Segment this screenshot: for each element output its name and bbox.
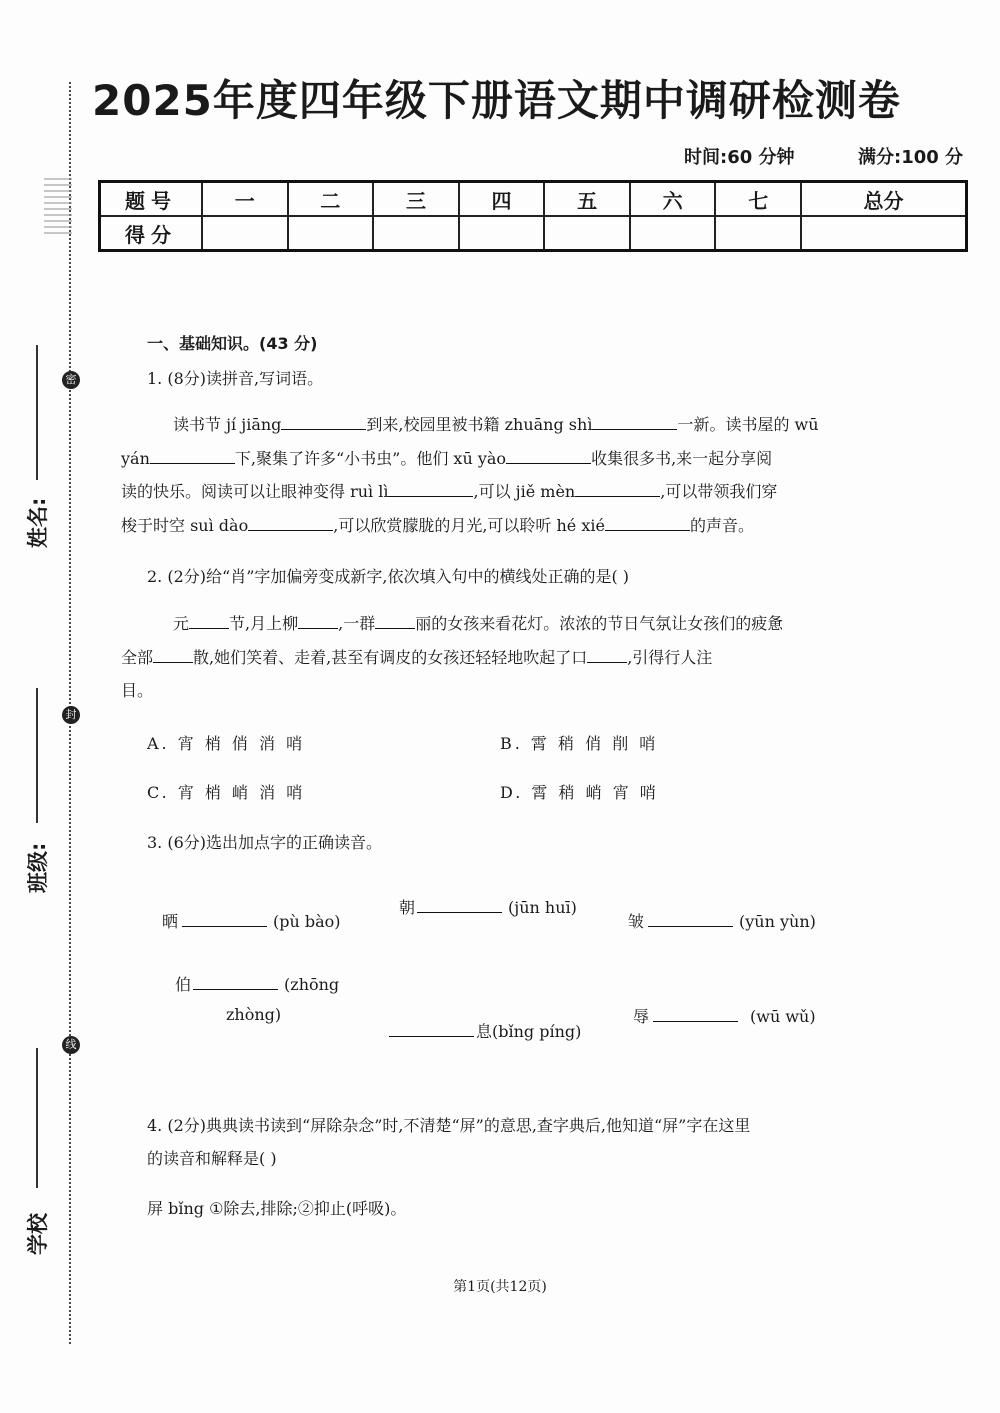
q1-text: 收集很多书,来一起分享阅 <box>591 448 773 468</box>
q1-blank-6[interactable] <box>575 478 660 497</box>
q3-pinyin: (yūn yùn) <box>739 912 816 931</box>
score-input-cell[interactable] <box>459 216 545 251</box>
q1-text: 读书节 jí jiāng <box>173 415 282 434</box>
q2-blank-2[interactable] <box>298 610 338 629</box>
q1-blank-7[interactable] <box>248 512 333 531</box>
q4-dictionary-definition: 屏 bǐng ①除去,排除;②抑止(呼吸)。 <box>147 1199 407 1218</box>
q2-blank-3[interactable] <box>375 610 415 629</box>
q2-text: 全部 <box>121 647 154 667</box>
q3-char: 伯 <box>175 975 192 994</box>
q2-prompt: 2. (2分)给“肖”字加偏旁变成新字,依次填入句中的横线处正确的是( ) <box>147 567 630 586</box>
exam-title: 2025年度四年级下册语文期中调研检测卷 <box>92 76 901 125</box>
q1-text: ,可以 jiě mèn <box>473 482 576 501</box>
q2-option-a[interactable]: A. 宵 梢 俏 消 哨 <box>147 734 306 753</box>
q3-item-5 <box>389 1018 581 1042</box>
q3-item-6 <box>633 1003 816 1027</box>
exam-time: 时间:60 分钟 <box>684 147 795 168</box>
score-header-cell: 七 <box>715 182 801 217</box>
score-header-cell: 总分 <box>801 182 966 217</box>
q2-text: 元 <box>173 614 190 633</box>
score-input-cell[interactable] <box>715 216 801 251</box>
q1-prompt: 1. (8分)读拼音,写词语。 <box>147 369 324 388</box>
q3-blank-5[interactable] <box>389 1018 474 1037</box>
q3-item-4-cont: zhòng) <box>226 1005 282 1024</box>
q3-item-1 <box>162 908 341 932</box>
q1-text: ,可以带领我们穿 <box>660 482 778 501</box>
q4-prompt-cont: 的读音和解释是( ) <box>147 1149 277 1168</box>
q3-char: 朝 <box>399 898 416 917</box>
q1-text: 梭于时空 suì dào <box>121 515 249 535</box>
q2-blank-4[interactable] <box>153 644 193 663</box>
exam-full-score: 满分:100 分 <box>858 147 964 168</box>
score-table-row <box>100 216 967 251</box>
score-header-cell: 三 <box>373 182 459 217</box>
q1-text: 下,聚集了许多“小书虫”。他们 xū yào <box>234 448 507 468</box>
score-header-cell: 二 <box>288 182 374 217</box>
page-footer: 第1页(共12页) <box>453 1279 547 1295</box>
q1-text: 的声音。 <box>689 515 754 535</box>
score-input-cell[interactable] <box>373 216 459 251</box>
q3-blank-6[interactable] <box>653 1003 738 1022</box>
q3-item-2 <box>399 894 577 918</box>
class-line <box>36 688 38 823</box>
score-input-cell[interactable] <box>202 216 288 251</box>
q1-passage <box>121 408 852 542</box>
class-label: 班级: <box>26 842 50 893</box>
score-table <box>98 180 968 252</box>
q1-blank-2[interactable] <box>592 411 677 430</box>
section1-heading: 一、基础知识。(43 分) <box>147 334 318 353</box>
score-input-cell[interactable] <box>801 216 966 251</box>
q3-pinyin: (jūn huī) <box>508 898 577 917</box>
q3-blank-1[interactable] <box>182 908 267 927</box>
q3-prompt: 3. (6分)选出加点字的正确读音。 <box>147 833 383 852</box>
score-header-cell: 四 <box>459 182 545 217</box>
q3-pinyin: (zhōng <box>284 975 340 994</box>
q2-text: ,一群 <box>338 614 376 633</box>
q4-prompt: 4. (2分)典典读书读到“屏除杂念”时,不清楚“屏”的意思,查字典后,他知道“屏”字在这里 <box>147 1116 751 1135</box>
score-header-cell: 六 <box>630 182 716 217</box>
score-input-cell[interactable] <box>544 216 630 251</box>
q1-text: yán <box>121 448 150 468</box>
q3-item-4 <box>175 971 339 995</box>
score-table-header-row <box>100 182 967 217</box>
q1-blank-8[interactable] <box>605 512 690 531</box>
score-header-cell: 五 <box>544 182 630 217</box>
seal-feng: 封 <box>62 706 80 724</box>
q3-pinyin: (bǐng píng) <box>492 1022 582 1041</box>
seal-mi: 密 <box>62 371 80 389</box>
q2-text: 丽的女孩来看花灯。浓浓的节日气氛让女孩们的疲惫 <box>415 614 784 633</box>
q1-blank-1[interactable] <box>281 411 366 430</box>
q3-pinyin: (wū wǔ) <box>750 1007 816 1026</box>
q2-text: 节,月上柳 <box>229 614 299 633</box>
score-header-cell: 题号 <box>100 182 203 217</box>
q1-blank-5[interactable] <box>388 478 473 497</box>
q2-text: 散,她们笑着、走着,甚至有调皮的女孩还轻轻地吹起了口 <box>193 647 588 667</box>
q1-text: 一新。读书屋的 wū <box>677 415 819 434</box>
q3-blank-3[interactable] <box>648 908 733 927</box>
q3-pinyin: (pù bào) <box>273 912 341 931</box>
q1-text: ,可以欣赏朦胧的月光,可以聆听 hé xié <box>333 515 605 535</box>
score-input-cell[interactable] <box>630 216 716 251</box>
seal-xian: 线 <box>62 1036 80 1054</box>
q2-option-b[interactable]: B. 霄 稍 俏 削 哨 <box>500 734 659 753</box>
score-row-label: 得分 <box>100 216 203 251</box>
school-line <box>36 1048 38 1188</box>
margin-scribble <box>44 178 72 238</box>
q3-blank-4[interactable] <box>193 971 278 990</box>
q2-text: ,引得行人注 <box>627 647 713 667</box>
name-line <box>36 345 38 480</box>
q3-char: 辱 <box>633 1007 650 1026</box>
name-label: 姓名: <box>26 497 50 548</box>
q3-char: 皱 <box>628 912 645 931</box>
q2-option-c[interactable]: C. 宵 梢 峭 消 哨 <box>147 783 306 802</box>
score-input-cell[interactable] <box>288 216 374 251</box>
q1-blank-3[interactable] <box>150 445 235 464</box>
q3-item-3 <box>628 908 816 932</box>
q3-blank-2[interactable] <box>417 894 502 913</box>
q2-blank-5[interactable] <box>587 644 627 663</box>
q3-char: 晒 <box>162 912 179 931</box>
school-label: 学校 <box>26 1213 50 1255</box>
q1-text: 读的快乐。阅读可以让眼神变得 ruì lì <box>121 482 389 501</box>
q3-char: 息 <box>476 1022 493 1041</box>
q1-text: 到来,校园里被书籍 zhuāng shì <box>366 415 593 434</box>
q2-blank-1[interactable] <box>189 610 229 629</box>
q1-blank-4[interactable] <box>506 445 591 464</box>
score-header-cell: 一 <box>202 182 288 217</box>
q2-passage <box>121 607 852 708</box>
q2-text: 目。 <box>121 681 154 700</box>
q2-option-d[interactable]: D. 霄 稍 峭 宵 哨 <box>500 783 659 802</box>
